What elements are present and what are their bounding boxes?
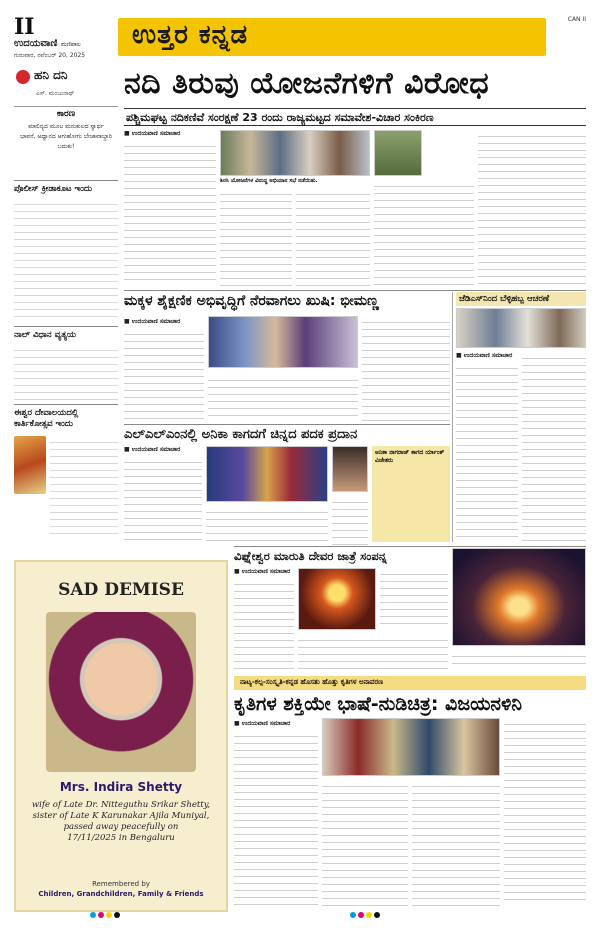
edition-code: CAN II xyxy=(567,16,586,23)
lead-photo xyxy=(220,130,370,176)
story5-caption xyxy=(452,650,586,670)
lead-subhead: ಪಶ್ಚಿಮಘಟ್ಟ ನದಿಕಣಿವೆ ಸಂರಕ್ಷಣೆ 23 ರಂದು ರಾಜ್ಯಮಟ್ಟದ ಸಮಾವೇಶ-ವಿಚಾರ ಸಂಕಿರಣ xyxy=(126,111,434,124)
story3-body-col1 xyxy=(456,362,518,542)
magenta-dot-icon xyxy=(358,912,364,918)
divider xyxy=(14,326,118,327)
divider xyxy=(14,404,118,405)
obituary-title: SAD DEMISE xyxy=(58,580,184,600)
story5-body-col3 xyxy=(380,568,448,630)
divider xyxy=(14,180,118,181)
obituary-line: wife of Late Dr. Nitteguthu Srikar Shetty, xyxy=(31,800,211,810)
story2-photo xyxy=(208,316,358,368)
story4-body-col1 xyxy=(124,456,202,546)
section-title: ಉತ್ತರ ಕನ್ನಡ xyxy=(132,20,249,50)
print-registration-marks xyxy=(350,912,390,920)
page-number: II xyxy=(14,14,35,40)
obituary-text xyxy=(26,800,216,844)
section-band xyxy=(118,18,546,56)
story2-body-col3 xyxy=(362,316,450,422)
side-story-headline: ನಾಲ್ ವಿಧಾನ ವ್ಯತ್ಯಯ xyxy=(14,330,77,340)
story5-photo-deity xyxy=(298,568,376,630)
lead-body-col5 xyxy=(478,130,586,286)
obituary-ad xyxy=(14,560,228,912)
story5-body-col1 xyxy=(234,578,294,670)
bottom-headline: ಕೃತಿಗಳ ಶಕ್ತಿಯೇ ಭಾಷೆ-ನುಡಿಚಿತ್ರ: ವಿಜಯನಳಿನಿ xyxy=(234,693,522,715)
story2-body-col1 xyxy=(124,328,204,422)
bottom-photo xyxy=(322,718,500,776)
story5-headline: ವಿಘ್ನೇಶ್ವರ ಮಾರುತಿ ದೇವರ ಜಾತ್ರೆ ಸಂಪನ್ನ xyxy=(234,549,387,563)
lead-body-col2 xyxy=(220,188,292,286)
poem-title: ಕಾರಣ xyxy=(14,106,118,119)
story3-headline: ಜೆಡಿಎಸ್‌ನಿಂದ ಬೆಳ್ಳಿಹಬ್ಬ ಆಚರಣೆ xyxy=(456,292,586,306)
cyan-dot-icon xyxy=(350,912,356,918)
lead-headline: ನದಿ ತಿರುವು ಯೋಜನೆಗಳಿಗೆ ವಿರೋಧ xyxy=(124,66,490,101)
story2-byline: ■ ಉದಯವಾಣಿ ಸಮಾಚಾರ xyxy=(124,318,181,325)
bottom-body-col3 xyxy=(412,780,500,906)
yellow-dot-icon xyxy=(366,912,372,918)
obituary-family: Children, Grandchildren, Family & Friends xyxy=(38,890,204,898)
obituary-line: 17/11/2025 in Bengaluru xyxy=(67,833,175,843)
story4-photo xyxy=(206,446,328,502)
cyan-dot-icon xyxy=(90,912,96,918)
story5-byline: ■ ಉದಯವಾಣಿ ಸಮಾಚಾರ xyxy=(234,568,291,575)
obituary-name: Mrs. Indira Shetty xyxy=(59,780,183,794)
story4-box xyxy=(372,446,450,542)
divider xyxy=(234,546,586,547)
bottom-kicker-band xyxy=(234,676,586,690)
bottom-body-col2 xyxy=(322,780,408,906)
story5-body-col2 xyxy=(298,634,448,670)
obituary-remembered: Remembered by xyxy=(92,880,150,888)
page-header xyxy=(0,0,600,62)
left-column xyxy=(14,66,118,546)
lead-body-col3 xyxy=(296,188,370,286)
story5-photo-night xyxy=(452,548,586,646)
print-registration-marks xyxy=(90,912,130,920)
story4-body-col2 xyxy=(206,506,328,546)
dateline: ಗುರುವಾರ, ನವೆಂಬರ್ 20, 2025 xyxy=(14,52,86,59)
column-brand xyxy=(14,66,118,90)
divider xyxy=(124,290,586,291)
obituary-line: sister of Late K Karunakar Ajila Muniyal, xyxy=(32,811,210,821)
lead-body-col1 xyxy=(124,140,216,286)
lead-photo-caption: ಶಿರಸಿ ಯೋಜನೆಗಳ ವಿರುದ್ಧ ಅಭಿಯಾನ ಸಭೆ ನಡೆಯಿತು. xyxy=(220,178,318,184)
side-story-body xyxy=(14,198,118,322)
obituary-portrait xyxy=(46,612,196,772)
side-story-headline: ಪೊಲೀಸ್‌ ಕ್ರೀಡಾಕೂಟ ಇಂದು xyxy=(14,184,93,194)
brand-dot-icon xyxy=(16,70,30,84)
bottom-body-col1 xyxy=(234,730,318,906)
brand-title: ಹನಿ ದನಿ xyxy=(34,68,68,82)
divider xyxy=(124,424,450,425)
obituary-line: passed away peacefully on xyxy=(63,822,179,832)
lead-photo-small xyxy=(374,130,422,176)
story3-photo xyxy=(456,308,586,348)
magenta-dot-icon xyxy=(98,912,104,918)
story2-body-col2 xyxy=(208,374,358,422)
black-dot-icon xyxy=(114,912,120,918)
story3-body-col2 xyxy=(522,352,586,542)
bottom-kicker: ನಾಟ್ಯ-ಕಲ್ಪ-ಸಂಸ್ಕೃತಿ-ಕನ್ನಡ ಹೊಸತು ಹೊತ್ತು ಕೃತಿಗಳ ಅನಾವರಣ xyxy=(240,678,384,686)
column-divider xyxy=(452,292,453,542)
story4-body-col3 xyxy=(332,496,368,546)
side-story-body xyxy=(14,344,118,400)
paper-suffix: ಮಣಿಪಾಲ xyxy=(60,41,81,48)
lead-byline: ■ ಉದಯವಾಣಿ ಸಮಾಚಾರ xyxy=(124,130,181,137)
yellow-dot-icon xyxy=(106,912,112,918)
paper-name xyxy=(14,38,81,49)
story3-byline: ■ ಉದಯವಾಣಿ ಸಮಾಚಾರ xyxy=(456,352,513,359)
story4-box-text: ಅನಿಕಾ ನಾಗರಾಜ್ ಕಾಗದ ರ್ಯಾಂಕ್ ವಿಜೇತರು xyxy=(375,449,445,464)
black-dot-icon xyxy=(374,912,380,918)
temple-photo xyxy=(14,436,46,494)
story4-headline: ಎಲ್‌ಎಲ್‌ಎಂನಲ್ಲಿ ಅನಿಕಾ ಕಾಗದಗೆ ಚಿನ್ನದ ಪದಕ ಪ್ರದಾನ xyxy=(124,427,358,442)
side-story-body xyxy=(50,436,118,536)
paper-title: ಉದಯವಾಣಿ xyxy=(14,38,58,49)
story4-byline: ■ ಉದಯವಾಣಿ ಸಮಾಚಾರ xyxy=(124,446,181,453)
brand-author: ಎಸ್. ಮಂಜುನಾಥ್ xyxy=(36,90,75,97)
lead-subhead-band xyxy=(124,108,586,126)
story2-headline: ಮಕ್ಕಳ ಶೈಕ್ಷಣಿಕ ಅಭಿವೃದ್ಧಿಗೆ ನೆರವಾಗಲು ಖುಷಿ: ಭೀಮಣ್ಣ xyxy=(124,293,379,309)
story4-portrait xyxy=(332,446,368,492)
bottom-body-col4 xyxy=(504,718,586,906)
side-story-headline: ಈಶ್ವರ ದೇವಾಲಯದಲ್ಲಿ ಕಾರ್ತಿಕೋತ್ಸವ ಇಂದು xyxy=(14,408,79,429)
lead-body-col4 xyxy=(374,180,474,286)
bottom-byline: ■ ಉದಯವಾಣಿ ಸಮಾಚಾರ xyxy=(234,720,291,727)
poem-text: ಮಾಲಿನ್ಯದ ಮೂಲ ಮನುಕುಲದ ಸ್ವಾರ್ಥ ಭಾವನೆ, ಅಧ್ವಾನದ ಆಗುಹೋಗು ಬೇಜಾವಾಬ್ದಾರಿ ಬದುಕು! xyxy=(20,123,112,150)
